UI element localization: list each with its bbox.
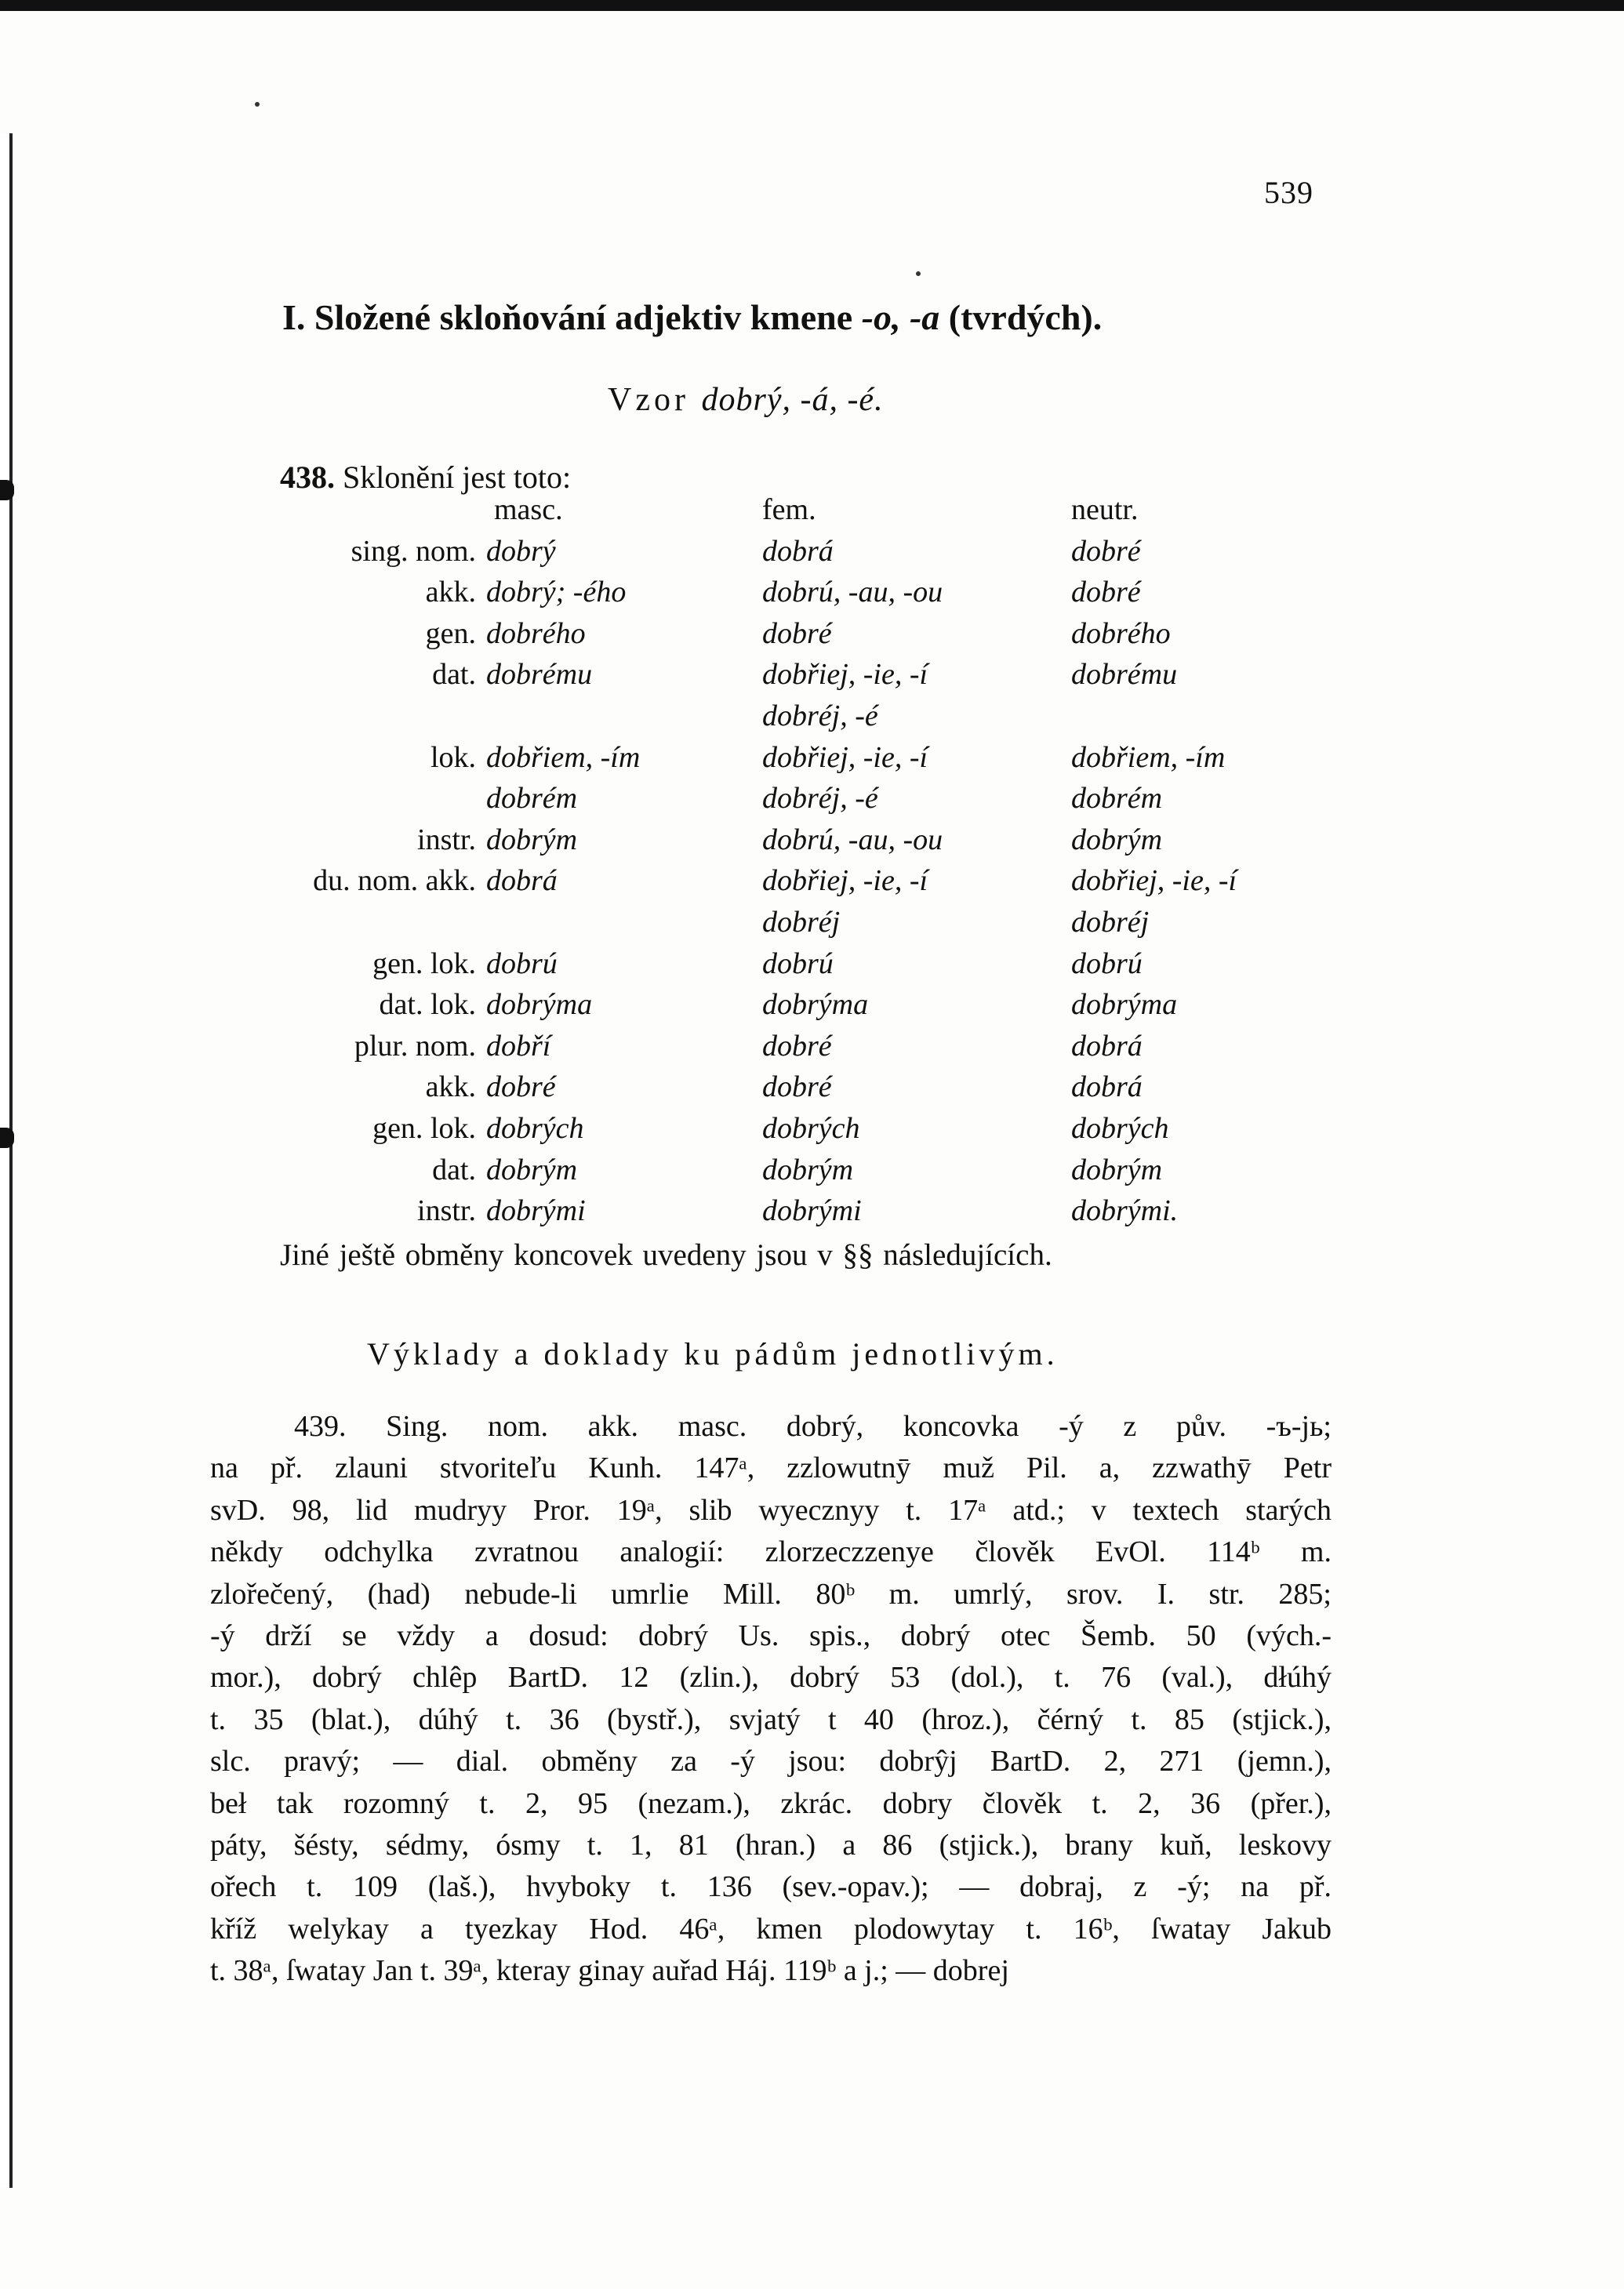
heading-suffix: (tvrdých). [939,297,1103,337]
fem-form: dobréj, -é [762,699,878,732]
neutr-form: dobrému [1071,658,1178,692]
text-line: ořech t. 109 (laš.), hvyboky t. 136 (sev.-opav.); — dobraj, z -ý; na př. [210,1870,1332,1904]
text-line: -ý drží se vždy a dosud: dobrý Us. spis., dobrý otec Šemb. 50 (vých.- [210,1619,1332,1653]
paradigm-label [608,381,884,419]
declension-row [259,699,1341,740]
neutr-form: dobrém [1071,782,1163,816]
neutr-form: dobrá [1071,1029,1143,1063]
masc-form: dobrého [486,616,586,650]
fem-form: dobrú, -au, -ou [762,576,943,609]
case-label: du. nom. akk. [313,864,476,898]
declension-row [259,657,1341,699]
declension-row [259,823,1341,864]
fem-form: dobřiej, -ie, -í [762,658,928,692]
fem-form: dobrými [762,1194,862,1228]
declension-row [259,740,1341,782]
neutr-form: dobréj [1071,905,1150,939]
masc-form: dobrá [486,864,558,898]
scan-speck [255,102,260,107]
neutr-form: dobré [1071,534,1141,568]
closing-line: Jiné ještě obměny koncovek uvedeny jsou v §§ následujících. [280,1238,1052,1272]
text-line: t. 38ᵃ, ſwatay Jan t. 39ᵃ, kteray ginay auřad Háj. 119ᵇ a j.; — dobrej [210,1954,1009,1988]
fem-form: dobréj, -é [762,782,878,816]
section-heading [282,296,1102,338]
text-line: na př. zlauni stvoriteľu Kunh. 147ᵃ, zzlowutnȳ muž Pil. a, zzwathȳ Petr [210,1452,1332,1485]
scan-left-edge [0,133,13,2188]
text-line: kříž welykay a tyezkay Hod. 46ᵃ, kmen plodowytay t. 16ᵇ, ſwatay Jakub [210,1912,1332,1946]
case-label: instr. [417,823,476,856]
declension-table [259,492,1341,1235]
heading-text: I. Složené skloňování adjektiv kmene [282,297,862,337]
declension-row [259,905,1341,946]
fem-form: dobrýma [762,988,869,1022]
declension-row [259,987,1341,1029]
page-number: 539 [1264,175,1313,210]
declension-row [259,863,1341,905]
masc-form: dobří [486,1029,551,1063]
masc-form: dobřiem, -ím [486,740,641,774]
paragraph-439 [210,1406,1332,1993]
masc-form: dobrým [486,1153,578,1186]
text-line: beł tak rozomný t. 2, 95 (nezam.), zkrác. dobry člověk t. 2, 36 (přer.), [210,1786,1332,1820]
scan-top-border [0,0,1624,11]
declension-row [259,1029,1341,1070]
declension-row [259,1111,1341,1153]
text-line: zlořečený, (had) nebude-li umrlie Mill. 80ᵇ m. umrlý, srov. I. str. 285; [210,1577,1332,1611]
neutr-form: dobrým [1071,1153,1163,1186]
masc-form: dobrému [486,658,593,692]
text-line: 439. Sing. nom. akk. masc. dobrý, koncovka -ý z pův. -ъ-jь; [294,1410,1332,1443]
fem-form: dobrá [762,534,834,568]
paragraph-number: 438. [280,460,335,495]
vzor-word: dobrý, -á, -é. [701,382,884,418]
case-label: akk. [425,576,476,609]
case-label: dat. [432,658,476,692]
neutr-form: dobrého [1071,616,1171,650]
masc-form: dobrých [486,1111,584,1145]
header-fem: fem. [762,493,816,526]
heading-stems: -o, -a [861,297,940,337]
neutr-form: dobřiej, -ie, -í [1071,864,1237,898]
declension-header-row [259,492,1341,534]
case-label: gen. lok. [372,1111,476,1145]
declension-row [259,534,1341,576]
declension-row [259,1194,1341,1235]
fem-form: dobřiej, -ie, -í [762,864,928,898]
case-label: gen. [425,616,476,650]
binding-mark [0,1128,14,1148]
masc-form: dobrými [486,1194,586,1228]
fem-form: dobrú, -au, -ou [762,823,943,856]
paragraph-438-intro [280,459,571,496]
fem-form: dobrú [762,946,834,980]
fem-form: dobré [762,1070,832,1104]
neutr-form: dobrá [1071,1070,1143,1104]
fem-form: dobréj [762,905,841,939]
fem-form: dobrým [762,1153,854,1186]
neutr-form: dobřiem, -ím [1071,740,1226,774]
fem-form: dobré [762,1029,832,1063]
subheading: Výklady a doklady ku pádům jednotlivým. [367,1336,1059,1372]
masc-form: dobrém [486,782,578,816]
text-line: t. 35 (blat.), dúhý t. 36 (bystř.), svjatý t 40 (hroz.), čérný t. 85 (stjick.), [210,1702,1332,1736]
case-label: plur. nom. [354,1029,476,1063]
text-line: svD. 98, lid mudryy Pror. 19ᵃ, slib wyecznyy t. 17ᵃ atd.; v textech starých [210,1493,1332,1527]
masc-form: dobrý [486,534,556,568]
case-label: gen. lok. [372,946,476,980]
scan-speck [916,271,921,276]
neutr-form: dobrým [1071,823,1163,856]
neutr-form: dobrýma [1071,988,1178,1022]
case-label: dat. lok. [379,988,476,1022]
neutr-form: dobré [1071,576,1141,609]
masc-form: dobré [486,1070,556,1104]
case-label: dat. [432,1153,476,1186]
masc-form: dobrý; -ého [486,576,627,609]
declension-row [259,575,1341,616]
text-line: páty, šésty, sédmy, ósmy t. 1, 81 (hran.) a 86 (stjick.), brany kuň, leskovy [210,1829,1332,1862]
binding-mark [0,480,14,500]
masc-form: dobrým [486,823,578,856]
vzor-label: Vzor [608,382,689,418]
text-line: mor.), dobrý chlêp BartD. 12 (zlin.), dobrý 53 (dol.), t. 76 (val.), dłúhý [210,1661,1332,1695]
masc-form: dobrýma [486,988,593,1022]
declension-row [259,946,1341,988]
case-label: sing. nom. [351,534,476,568]
case-label: lok. [430,740,476,774]
declension-row [259,781,1341,823]
case-label: akk. [425,1070,476,1104]
fem-form: dobřiej, -ie, -í [762,740,928,774]
declension-row [259,616,1341,658]
case-label: instr. [417,1194,476,1228]
neutr-form: dobrými. [1071,1194,1179,1228]
header-masc: masc. [494,493,563,526]
masc-form: dobrú [486,946,558,980]
declension-row [259,1153,1341,1194]
fem-form: dobrých [762,1111,860,1145]
header-neutr: neutr. [1071,493,1139,526]
text-line: slc. pravý; — dial. obměny za -ý jsou: dobrŷj BartD. 2, 271 (jemn.), [210,1745,1332,1779]
fem-form: dobré [762,616,832,650]
text-line: někdy odchylka zvratnou analogií: zlorzeczzenye člověk EvOl. 114ᵇ m. [210,1535,1332,1569]
declension-row [259,1070,1341,1111]
neutr-form: dobrých [1071,1111,1169,1145]
neutr-form: dobrú [1071,946,1143,980]
intro-text: Sklonění jest toto: [343,460,572,495]
